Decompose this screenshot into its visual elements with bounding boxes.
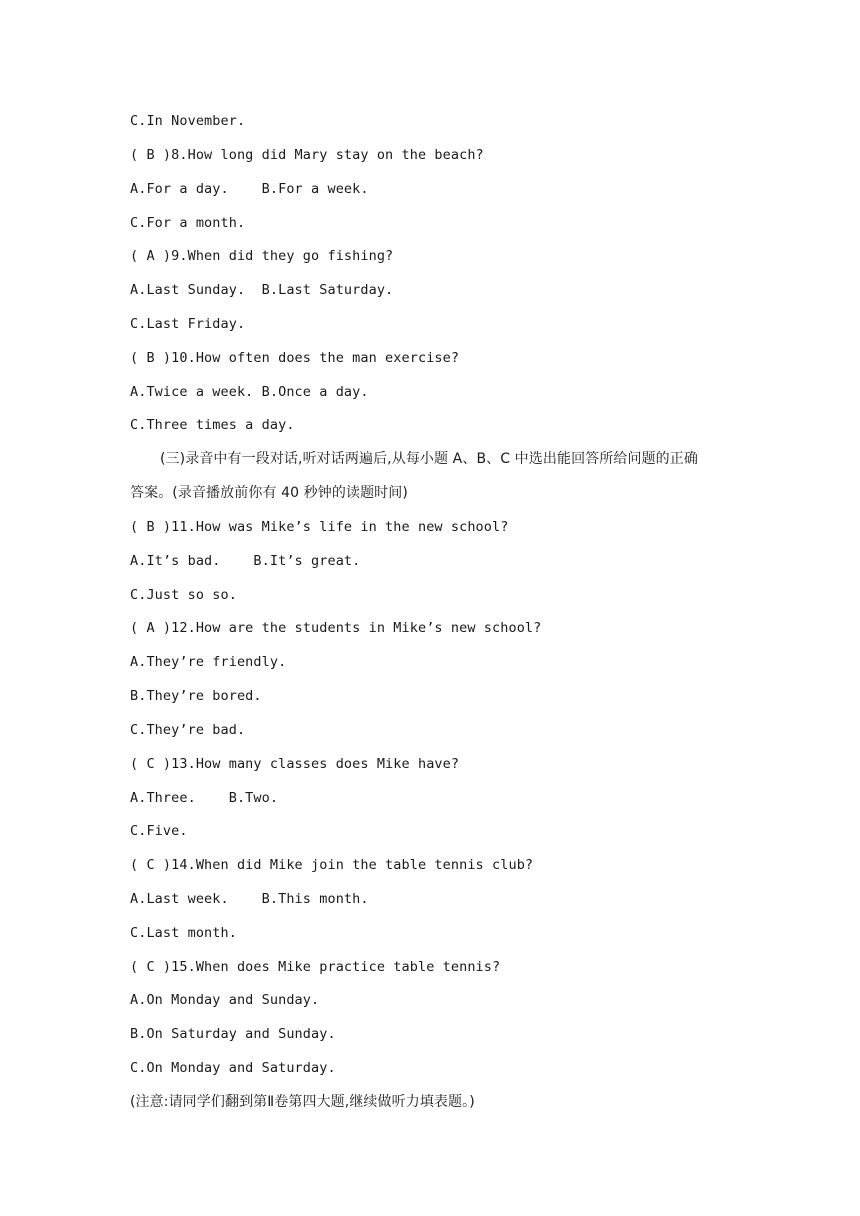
option-8c: C.For a month. — [130, 215, 246, 231]
question-11: ( B )11.How was Mike’s life in the new school? — [130, 519, 509, 535]
question-15: ( C )15.When does Mike practice table tennis? — [130, 959, 501, 975]
option-10c: C.Three times a day. — [130, 417, 295, 433]
options-14ab: A.Last week. B.This month. — [130, 891, 369, 907]
option-14c: C.Last month. — [130, 925, 237, 941]
question-9: ( A )9.When did they go fishing? — [130, 248, 394, 264]
question-8: ( B )8.How long did Mary stay on the beach? — [130, 147, 484, 163]
option-15c: C.On Monday and Saturday. — [130, 1060, 336, 1076]
option-12c: C.They’re bad. — [130, 722, 246, 738]
note: (注意:请同学们翻到第Ⅱ卷第四大题,继续做听力填表题。) — [130, 1094, 475, 1110]
option-15b: B.On Saturday and Sunday. — [130, 1026, 336, 1042]
option-7c: C.In November. — [130, 113, 246, 129]
option-11c: C.Just so so. — [130, 587, 237, 603]
question-14: ( C )14.When did Mike join the table tennis club? — [130, 857, 534, 873]
option-12b: B.They’re bored. — [130, 688, 262, 704]
options-8ab: A.For a day. B.For a week. — [130, 181, 369, 197]
section-3-instructions-cont: 答案。(录音播放前你有 40 秒钟的读题时间) — [130, 485, 408, 501]
section-3-instructions: (三)录音中有一段对话,听对话两遍后,从每小题 A、B、C 中选出能回答所给问题的正确 — [160, 451, 698, 467]
option-12a: A.They’re friendly. — [130, 654, 287, 670]
option-9c: C.Last Friday. — [130, 316, 246, 332]
options-9ab: A.Last Sunday. B.Last Saturday. — [130, 282, 394, 298]
options-13ab: A.Three. B.Two. — [130, 790, 279, 806]
question-13: ( C )13.How many classes does Mike have? — [130, 756, 460, 772]
options-10ab: A.Twice a week. B.Once a day. — [130, 384, 369, 400]
question-12: ( A )12.How are the students in Mike’s new school? — [130, 620, 542, 636]
option-15a: A.On Monday and Sunday. — [130, 992, 320, 1008]
options-11ab: A.It’s bad. B.It’s great. — [130, 553, 361, 569]
option-13c: C.Five. — [130, 823, 188, 839]
question-10: ( B )10.How often does the man exercise? — [130, 350, 460, 366]
